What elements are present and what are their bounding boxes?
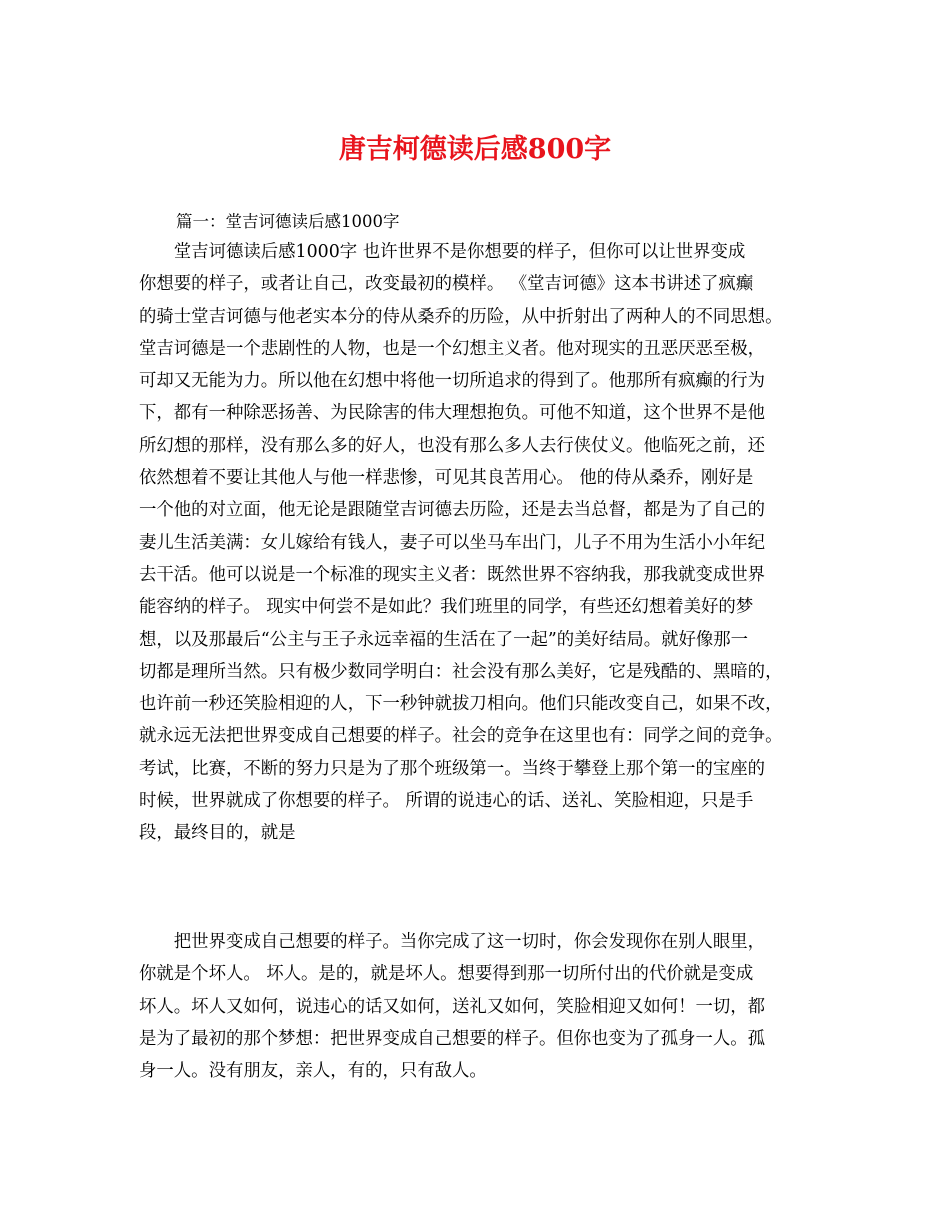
body-line: 下，都有一种除恶扬善、为民除害的伟大理想抱负。可他不知道，这个世界不是他: [139, 403, 766, 424]
body-line: 你就是个坏人。 坏人。是的，就是坏人。想要得到那一切所付出的代价就是变成: [139, 964, 754, 985]
body-line: 可却又无能为力。所以他在幻想中将他一切所追求的得到了。他那所有疯癫的行为: [139, 371, 766, 392]
body-line: 坏人。坏人又如何，说违心的话又如何，送礼又如何，笑脸相迎又如何！一切，都: [139, 996, 766, 1017]
body-line: 堂吉诃德是一个悲剧性的人物，也是一个幻想主义者。他对现实的丑恶厌恶至极，: [139, 338, 766, 359]
body-line: 切都是理所当然。只有极少数同学明白：社会没有那么美好，它是残酷的、黑暗的，: [139, 661, 783, 682]
body-line: 身一人。没有朋友，亲人，有的，只有敌人。: [139, 1061, 487, 1082]
body-line: 你想要的样子，或者让自己，改变最初的模样。 《堂吉诃德》这本书讲述了疯癫: [139, 274, 754, 295]
body-line: 就永远无法把世界变成自己想要的样子。社会的竞争在这里也有：同学之间的竞争。: [139, 726, 783, 747]
body-paragraph-2: [139, 926, 829, 1087]
body-line: 妻儿生活美满：女儿嫁给有钱人，妻子可以坐马车出门，儿子不用为生活小小年纪: [139, 532, 766, 553]
body-line: 时候，世界就成了你想要的样子。 所谓的说违心的话、送礼、笑脸相迎，只是手: [139, 791, 754, 812]
document-title: 唐吉柯德读后感800字: [338, 134, 612, 165]
body-line: 是为了最初的那个梦想：把世界变成自己想要的样子。但你也变为了孤身一人。孤: [139, 1028, 766, 1049]
body-line: 堂吉诃德读后感1000字 也许世界不是你想要的样子，但你可以让世界变成: [139, 242, 746, 262]
body-line: 考试，比赛，不断的努力只是为了那个班级第一。当终于攀登上那个第一的宝座的: [139, 758, 766, 779]
body-line: 一个他的对立面，他无论是跟随堂吉诃德去历险，还是去当总督，都是为了自己的: [139, 500, 766, 521]
article-subheading: 篇一：堂吉诃德读后感1000字: [176, 212, 400, 231]
body-line: 能容纳的样子。 现实中何尝不是如此？我们班里的同学，有些还幻想着美好的梦: [139, 597, 754, 618]
body-line: 把世界变成自己想要的样子。当你完成了这一切时，你会发现你在别人眼里，: [139, 932, 766, 952]
body-line: 想，以及那最后“公主与王子永远幸福的生活在了一起”的美好结局。就好像那一: [139, 629, 749, 650]
body-line: 依然想着不要让其他人与他一样悲惨，可见其良苦用心。 他的侍从桑乔，刚好是: [139, 468, 754, 489]
body-line: 去干活。他可以说是一个标准的现实主义者：既然世界不容纳我，那我就变成世界: [139, 564, 766, 585]
body-line: 的骑士堂吉诃德与他老实本分的侍从桑乔的历险，从中折射出了两种人的不同思想。: [139, 306, 783, 327]
body-line: 也许前一秒还笑脸相迎的人，下一秒钟就拔刀相向。他们只能改变自己，如果不改，: [139, 694, 783, 715]
body-line: 段，最终目的，就是: [139, 823, 296, 844]
body-paragraph-1: [139, 236, 829, 850]
body-line: 所幻想的那样，没有那么多的好人，也没有那么多人去行侠仗义。他临死之前，还: [139, 435, 766, 456]
